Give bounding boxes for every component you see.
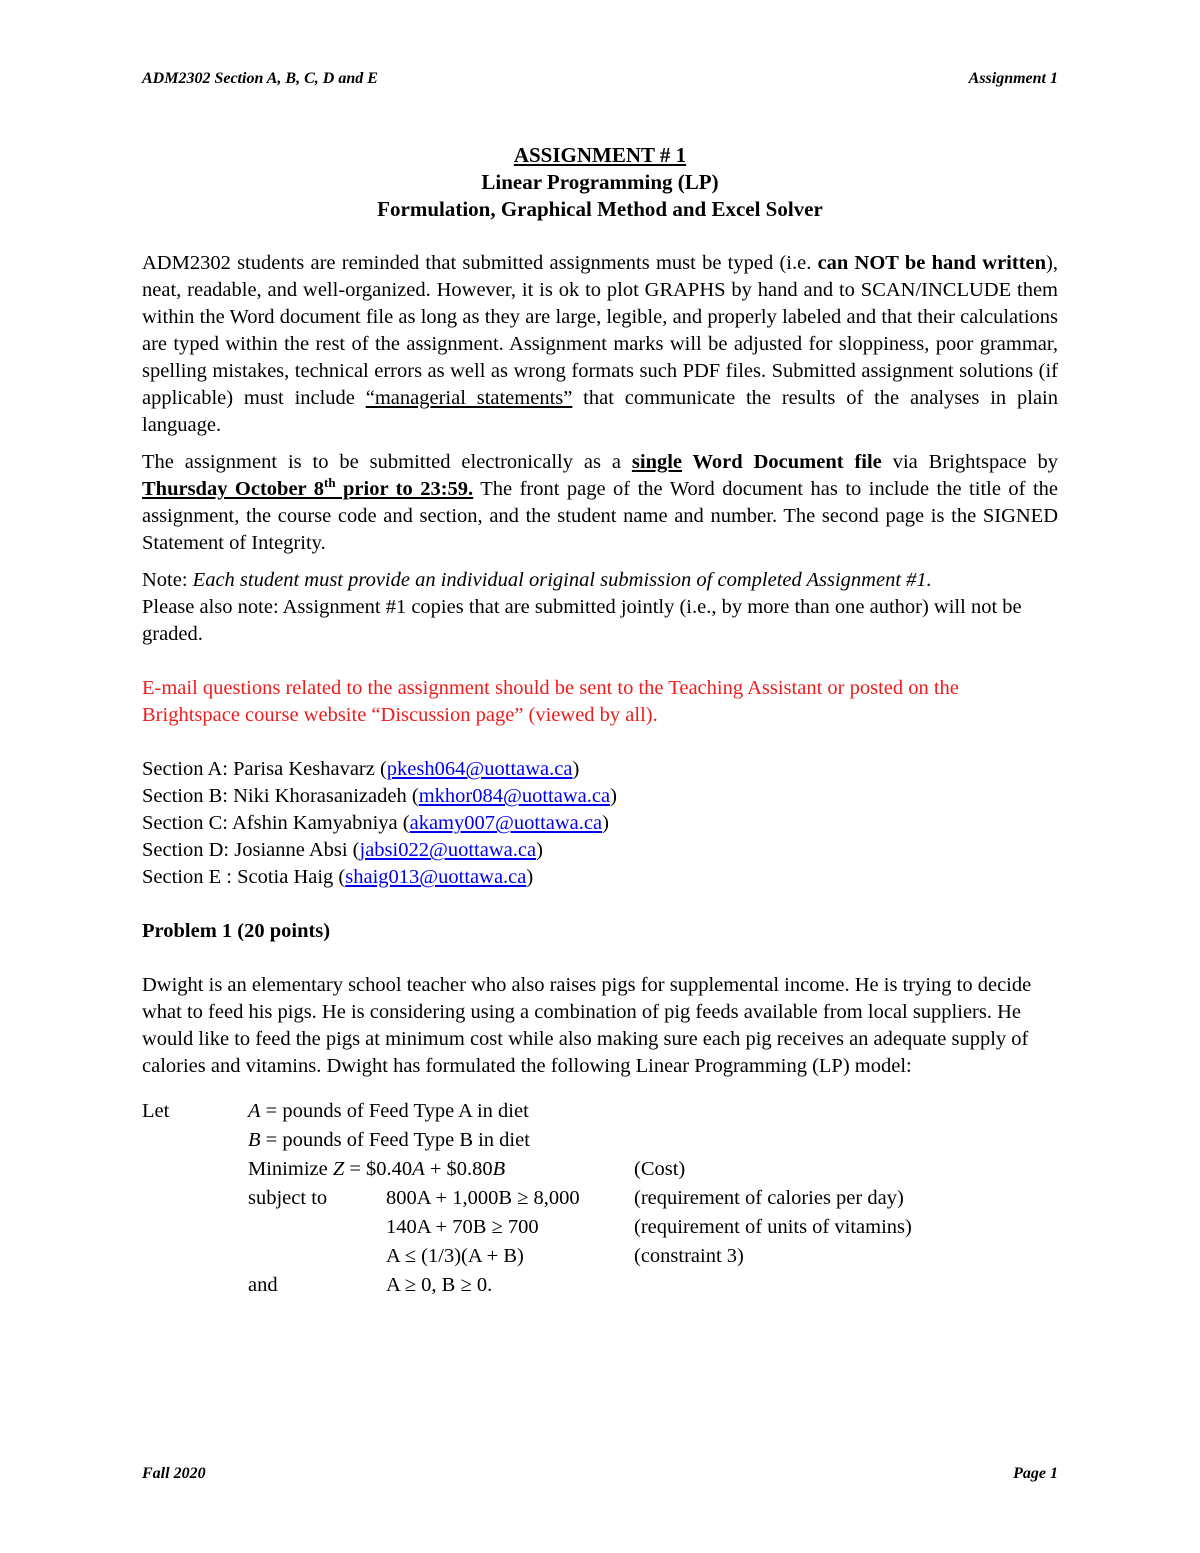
footer-right: Page 1: [1013, 1465, 1058, 1482]
non-negativity: A ≥ 0, B ≥ 0.: [386, 1274, 493, 1296]
model-subject-to: subject to: [248, 1187, 328, 1209]
email-link[interactable]: shaig013@uottawa.ca: [345, 866, 527, 888]
model-and: and: [248, 1274, 278, 1296]
model-objective: Minimize Z = $0.40A + $0.80B: [248, 1158, 506, 1180]
contact-item: Section D: Josianne Absi (jabsi022@uottawa.ca): [142, 839, 543, 861]
constraint-2: 140A + 70B ≥ 700: [386, 1216, 539, 1238]
model-def-b: B = pounds of Feed Type B in diet: [248, 1129, 530, 1151]
note-paragraph: Note: Each student must provide an individual original submission of completed Assignment #1. Please also note: Assignment #1 copies that are submitted jointly (i.e., by more than one author) will not be graded.: [142, 569, 1022, 645]
constraint-3-note: (constraint 3): [634, 1245, 744, 1267]
constraint-2-note: (requirement of units of vitamins): [634, 1216, 912, 1238]
constraint-1: 800A + 1,000B ≥ 8,000: [386, 1187, 580, 1209]
email-link[interactable]: akamy007@uottawa.ca: [409, 812, 603, 834]
assignment-title: ASSIGNMENT # 1: [513, 143, 687, 167]
email-link[interactable]: mkhor084@uottawa.ca: [418, 785, 611, 807]
header-left: ADM2302 Section A, B, C, D and E: [142, 70, 378, 87]
lp-model: [142, 1098, 1058, 1314]
email-link[interactable]: pkesh064@uottawa.ca: [386, 758, 573, 780]
assignment-topics: Formulation, Graphical Method and Excel Solver: [377, 197, 823, 221]
model-def-a: A = pounds of Feed Type A in diet: [248, 1100, 529, 1122]
email-link[interactable]: jabsi022@uottawa.ca: [359, 839, 537, 861]
constraint-1-note: (requirement of calories per day): [634, 1187, 904, 1209]
contact-item: Section B: Niki Khorasanizadeh (mkhor084@uottawa.ca): [142, 785, 617, 807]
model-objective-note: (Cost): [634, 1158, 686, 1180]
contact-item: Section C: Afshin Kamyabniya (akamy007@uottawa.ca): [142, 812, 609, 834]
document-body: [142, 142, 1058, 1314]
problem-heading: Problem 1 (20 points): [142, 920, 331, 942]
email-notice: E-mail questions related to the assignment should be sent to the Teaching Assistant or posted on the Brightspace course website “Discussion page” (viewed by all).: [142, 677, 959, 726]
model-let: Let: [142, 1100, 170, 1122]
contact-item: Section E : Scotia Haig (shaig013@uottawa.ca): [142, 866, 534, 888]
footer-left: Fall 2020: [142, 1465, 206, 1482]
contact-item: Section A: Parisa Keshavarz (pkesh064@uottawa.ca): [142, 758, 580, 780]
problem-text: Dwight is an elementary school teacher who also raises pigs for supplemental income. He is trying to decide what to feed his pigs. He is considering using a combination of pig feeds available from local suppliers. He would like to feed the pigs at minimum cost while also making sure each pig receives an adequate supply of calories and vitamins. Dwight has formulated the following Linear Programming (LP) model:: [142, 974, 1032, 1077]
constraint-3: A ≤ (1/3)(A + B): [386, 1245, 524, 1267]
contact-list: [142, 756, 1058, 891]
header-right: Assignment 1: [968, 70, 1058, 87]
assignment-subtitle: Linear Programming (LP): [481, 170, 719, 194]
submission-paragraph: The assignment is to be submitted electronically as a single Word Document file via Brightspace by Thursday October 8th prior to 23:59. The front page of the Word document has to include the title of the assignment, the course code and section, and the student name and number. The second page is the SIGNED Statement of Integrity.: [142, 451, 1058, 554]
title-block: [142, 142, 1058, 223]
intro-paragraph: ADM2302 students are reminded that submitted assignments must be typed (i.e. can NOT be hand written), neat, readable, and well-organized. However, it is ok to plot GRAPHS by hand and to SCAN/INCLUDE them within the Word document file as long as they are large, legible, and properly labeled and that their calculations are typed within the rest of the assignment. Assignment marks will be adjusted for sloppiness, poor grammar, spelling mistakes, technical errors as well as wrong formats such PDF files. Submitted assignment solutions (if applicable) must include “managerial statements” that communicate the results of the analyses in plain language.: [142, 252, 1058, 436]
